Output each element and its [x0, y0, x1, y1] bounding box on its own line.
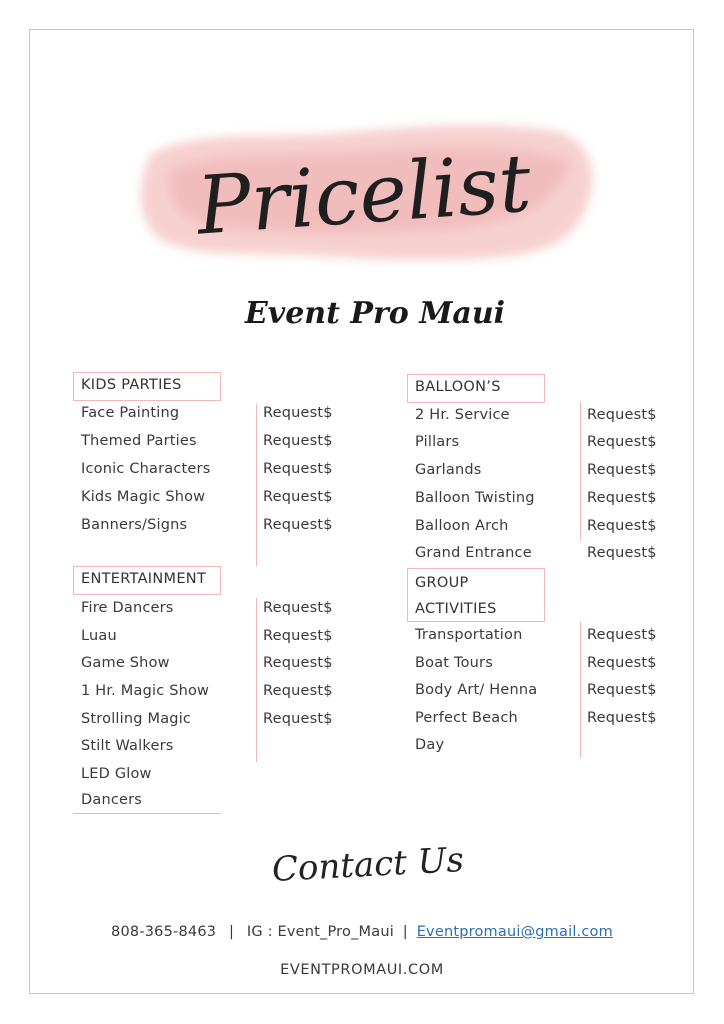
- price-label: Request$: [587, 627, 657, 643]
- price-label: Request$: [263, 711, 333, 727]
- list-item: Game Show: [81, 655, 170, 671]
- price-label: Request$: [263, 655, 333, 671]
- divider-entertainment: [256, 598, 257, 762]
- price-label: Request$: [587, 545, 657, 561]
- list-item: Perfect Beach: [415, 710, 518, 726]
- email-link[interactable]: Eventpromaui@gmail.com: [416, 924, 613, 940]
- divider-group-activities: [580, 622, 581, 758]
- pricelist-title: Pricelist: [193, 136, 534, 253]
- underline-entertainment: [73, 813, 221, 814]
- list-item: Dancers: [81, 792, 143, 808]
- list-item: Body Art/ Henna: [415, 682, 538, 698]
- price-label: Request$: [587, 434, 657, 450]
- price-label: Request$: [263, 517, 333, 533]
- section-heading-group-activities: [407, 568, 545, 622]
- section-heading-entertainment: ENTERTAINMENT: [73, 566, 221, 595]
- price-label: Request$: [263, 600, 333, 616]
- list-item: Stilt Walkers: [81, 738, 174, 754]
- brand-name-graphic: [230, 290, 520, 335]
- section-heading-balloons: BALLOON’S: [407, 374, 545, 403]
- section-heading-line: ACTIVITIES: [415, 601, 497, 617]
- price-label: Request$: [263, 405, 333, 421]
- contact-us-heading: Contact Us: [270, 840, 465, 890]
- pricelist-title-graphic: [130, 110, 600, 290]
- list-item: Balloon Twisting: [415, 490, 535, 506]
- list-item: Grand Entrance: [415, 545, 532, 561]
- contact-us-heading-graphic: [268, 828, 468, 898]
- list-item: 1 Hr. Magic Show: [81, 683, 210, 699]
- list-item: 2 Hr. Service: [415, 407, 510, 423]
- list-item: Banners/Signs: [81, 517, 188, 533]
- price-label: Request$: [587, 518, 657, 534]
- divider-balloons: [580, 402, 581, 540]
- contact-line: [0, 924, 724, 940]
- website-url[interactable]: EVENTPROMAUI.COM: [280, 962, 444, 978]
- list-item: Pillars: [415, 434, 460, 450]
- list-item: Garlands: [415, 462, 482, 478]
- price-label: Request$: [587, 490, 657, 506]
- list-item: Iconic Characters: [81, 461, 211, 477]
- list-item: Boat Tours: [415, 655, 493, 671]
- price-label: Request$: [263, 489, 333, 505]
- price-label: Request$: [587, 682, 657, 698]
- list-item: Themed Parties: [81, 433, 197, 449]
- price-label: Request$: [263, 683, 333, 699]
- list-item: LED Glow: [81, 766, 152, 782]
- list-item: Balloon Arch: [415, 518, 509, 534]
- price-label: Request$: [263, 433, 333, 449]
- list-item: Face Painting: [81, 405, 180, 421]
- list-item: Luau: [81, 628, 117, 644]
- phone-number[interactable]: 808-365-8463: [111, 924, 217, 940]
- section-heading-line: GROUP: [415, 575, 469, 591]
- price-label: Request$: [263, 461, 333, 477]
- brand-name: Event Pro Maui: [244, 296, 506, 331]
- divider-kids-parties: [256, 404, 257, 566]
- list-item: Fire Dancers: [81, 600, 174, 616]
- price-label: Request$: [587, 407, 657, 423]
- list-item: Day: [415, 737, 445, 753]
- price-label: Request$: [587, 655, 657, 671]
- instagram-handle[interactable]: IG : Event_Pro_Maui: [246, 924, 394, 940]
- price-label: Request$: [263, 628, 333, 644]
- price-label: Request$: [587, 710, 657, 726]
- separator: |: [402, 924, 408, 940]
- separator: |: [228, 924, 235, 940]
- list-item: Transportation: [415, 627, 523, 643]
- list-item: Kids Magic Show: [81, 489, 206, 505]
- price-label: Request$: [587, 462, 657, 478]
- section-heading-kids-parties: KIDS PARTIES: [73, 372, 221, 401]
- list-item: Strolling Magic: [81, 711, 192, 727]
